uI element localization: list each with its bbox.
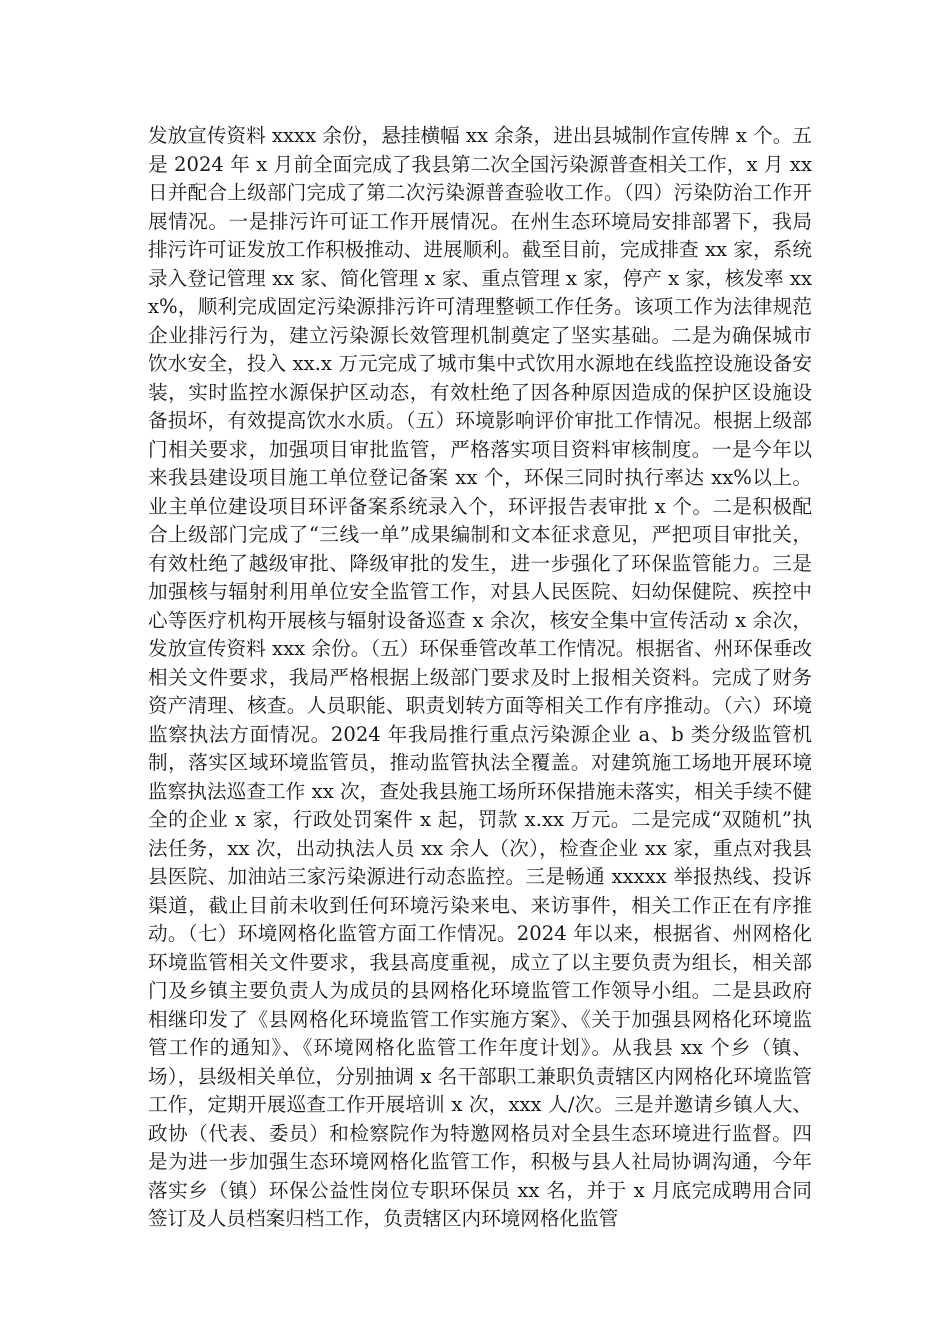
body-paragraph: 发放宣传资料 xxxx 余份，悬挂横幅 xx 余条，进出县城制作宣传牌 x 个。五是 2024 年 x 月前全面完成了我县第二次全国污染源普查相关工作，x 月 xx 日并配合上级部门完成了第二次污染源普查验收工作。（四）污染防治工作开展情况。一是排污许可证工作开展情况。在州生态环境局安排部署下，我局排污许可证发放工作积极推动、进展顺利。截至目前，完成排查 xx 家，系统录入登记管理 xx 家、简化管理 x 家、重点管理 x 家，停产 x 家，核发率 xxx%，顺利完成固定污染源排污许可清理整顿工作任务。该项工作为法律规范企业排污行为，建立污染源长效管理机制奠定了坚实基础。二是为确保城市饮水安全，投入 xx.x 万元完成了城市集中式饮用水源地在线监控设施设备安装，实时监控水源保护区动态，有效杜绝了因各种原因造成的保护区设施设备损坏，有效提高饮水水质。（五）环境影响评价审批工作情况。根据上级部门相关要求，加强项目审批监管，严格落实项目资料审核制度。一是今年以来我县建设项目施工单位登记备案 xx 个，环保三同时执行率达 xx%以上。业主单位建设项目环评备案系统录入个，环评报告表审批 x 个。二是积极配合上级部门完成了“三线一单”成果编制和文本征求意见，严把项目审批关，有效杜绝了越级审批、降级审批的发生，进一步强化了环保监管能力。三是加强核与辐射利用单位安全监管工作，对县人民医院、妇幼保健院、疾控中心等医疗机构开展核与辐射设备巡查 x 余次，核安全集中宣传活动 x 余次，发放宣传资料 xxx 余份。（五）环保垂管改革工作情况。根据省、州环保垂改相关文件要求，我局严格根据上级部门要求及时上报相关资料。完成了财务资产清理、核查。人员职能、职责划转方面等相关工作有序推动。（六）环境监察执法方面情况。2024 年我局推行重点污染源企业 a、b 类分级监管机制，落实区域环境监管员，推动监管执法全覆盖。对建筑施工场地开展环境监察执法巡查工作 xx 次，查处我县施工场所环保措施未落实，相关手续不健全的企业 x 家，行政处罚案件 x 起，罚款 x.xx 万元。二是完成“双随机”执法任务，xx 次，出动执法人员 xx 余人（次），检查企业 xx 家，重点对我县县医院、加油站三家污染源进行动态监控。三是畅通 xxxxx 举报热线、投诉渠道，截止目前未收到任何环境污染来电、来访事件，相关工作正在有序推动。（七）环境网格化监管方面工作情况。2024 年以来，根据省、州网格化环境监管相关文件要求，我县高度重视，成立了以主要负责为组长，相关部门及乡镇主要负责人为成员的县网格化环境监管工作领导小组。二是县政府相继印发了《县网格化环境监管工作实施方案》、《关于加强县网格化环境监管工作的通知》、《环境网格化监管工作年度计划》。从我县 xx 个乡（镇、场），县级相关单位，分别抽调 x 名干部职工兼职负责辖区内网格化环境监管工作，定期开展巡查工作开展培训 x 次，xxx 人/次。三是并邀请乡镇人大、政协（代表、委员）和检察院作为特邀网格员对全县生态环境进行监督。四是为进一步加强生态环境网格化监管工作，积极与县人社局协调沟通，今年落实乡（镇）环保公益性岗位专职环保员 xx 名，并于 x 月底完成聘用合同签订及人员档案归档工作，负责辖区内环境网格化监管 xyxy=(148,124,812,1230)
